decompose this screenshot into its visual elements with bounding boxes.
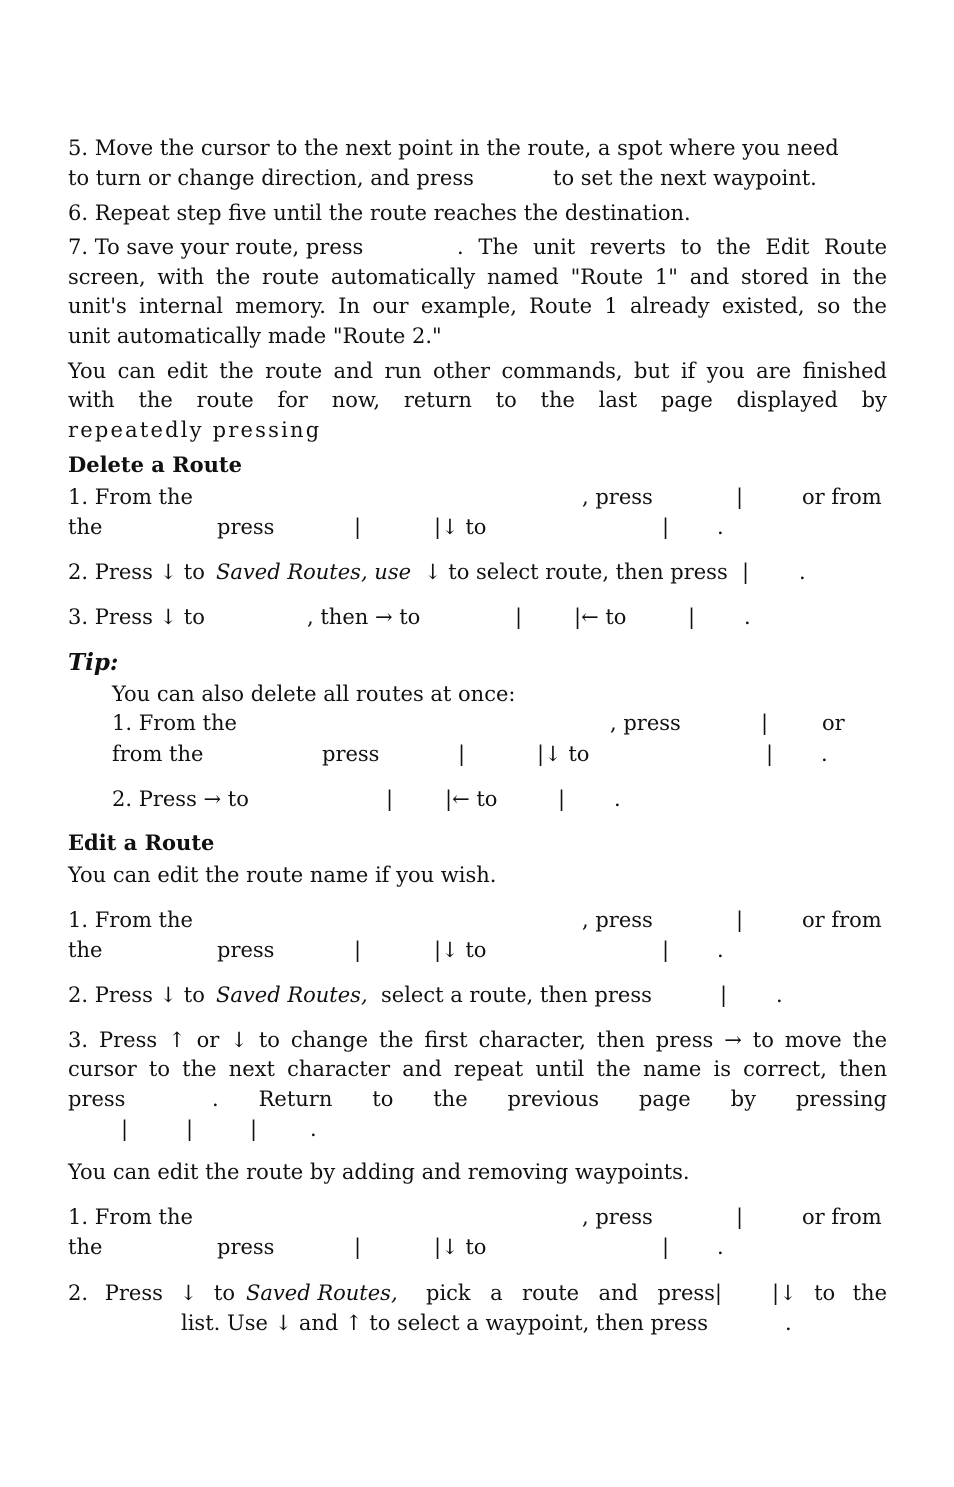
tip-intro: You can also delete all routes at once:: [112, 682, 516, 706]
tip-s1-bar2: |: [458, 742, 466, 766]
tip-label: Tip:: [68, 649, 119, 676]
edit-s1-bar1: |: [736, 908, 744, 932]
edit-s3-bar1: |: [121, 1117, 129, 1141]
del-s2-saved: Saved Routes, use: [216, 560, 412, 584]
del-s1-press: , press: [582, 485, 653, 509]
edit-s2-saved: Saved Routes,: [216, 983, 368, 1007]
edit-s1-bar3: |: [662, 938, 670, 962]
edit-s4-bar3: |: [662, 1235, 670, 1259]
edit-s5-b: pick a route and press|: [426, 1281, 722, 1305]
edit-s3-bar2: |: [186, 1117, 194, 1141]
step6: 6. Repeat step five until the route reaches the destination.: [68, 201, 691, 225]
edit-s2-bar: |: [720, 983, 728, 1007]
edit-intro2: You can edit the route by adding and removing waypoints.: [68, 1160, 690, 1184]
edit-s3-line3-press: press: [68, 1087, 126, 1111]
edit-s3-line3-rest: . Return to the previous page by pressing: [212, 1087, 887, 1111]
edit-s4-or-from: or from: [802, 1205, 882, 1229]
edit-s2-b: select a route, then press: [381, 983, 652, 1007]
edit-s4-press: , press: [582, 1205, 653, 1229]
tip-s2-period: .: [614, 787, 621, 811]
del-s1-down-to: |↓ to: [434, 515, 487, 539]
tip-s1-from-the: 1. From the: [112, 711, 237, 735]
del-s3-c: |← to: [574, 605, 627, 629]
edit-s1-period: .: [717, 938, 724, 962]
tip-s1-bar1: |: [761, 711, 769, 735]
edit-s4-from-the: 1. From the: [68, 1205, 193, 1229]
edit-s5-saved: Saved Routes,: [246, 1281, 398, 1305]
tip-s1-period: .: [821, 742, 828, 766]
edit-s4-press2: press: [217, 1235, 275, 1259]
edit-s1-press: , press: [582, 908, 653, 932]
del-s3-a: 3. Press ↓ to: [68, 605, 205, 629]
del-s3-bar1: |: [515, 605, 523, 629]
step5-line2a: to turn or change direction, and press: [68, 166, 474, 190]
edit-s4-bar2: |: [354, 1235, 362, 1259]
del-s1-period: .: [717, 515, 724, 539]
del-s2-b: ↓ to select route, then press: [424, 560, 728, 584]
edit-s5-c: |↓ to the: [772, 1281, 887, 1305]
del-s3-bar2: |: [688, 605, 696, 629]
edit-s1-from-the: 1. From the: [68, 908, 193, 932]
tip-s2-a: 2. Press → to: [112, 787, 249, 811]
tip-s1-down-to: |↓ to: [537, 742, 590, 766]
step7-line2: screen, with the route automatically named "Route 1" and stored in the: [68, 265, 887, 289]
edit-s5-a: 2. Press ↓ to: [68, 1281, 235, 1305]
edit-s2-a: 2. Press ↓ to: [68, 983, 205, 1007]
edit-s4-bar1: |: [736, 1205, 744, 1229]
del-s1-the: the: [68, 515, 103, 539]
edit-s4-the: the: [68, 1235, 103, 1259]
edit-s2-period: .: [776, 983, 783, 1007]
edit-s1-bar2: |: [354, 938, 362, 962]
step5-line2b: to set the next waypoint.: [553, 166, 817, 190]
del-s3-b: , then → to: [307, 605, 421, 629]
step7-line3: unit's internal memory. In our example, Route 1 already existed, so the: [68, 294, 887, 318]
del-s1-bar2: |: [354, 515, 362, 539]
tip-s1-from-the2: from the: [112, 742, 204, 766]
del-s1-or-from: or from: [802, 485, 882, 509]
del-s2-a: 2. Press ↓ to: [68, 560, 205, 584]
edit-s3-line2: cursor to the next character and repeat until the name is correct, then: [68, 1057, 887, 1081]
del-s1-from-the: 1. From the: [68, 485, 193, 509]
tip-s1-press: , press: [610, 711, 681, 735]
del-s1-press2: press: [217, 515, 275, 539]
edit-s4-down-to: |↓ to: [434, 1235, 487, 1259]
edit-s3-bar3: |: [250, 1117, 258, 1141]
edit-s5-line2: list. Use ↓ and ↑ to select a waypoint, then press: [181, 1311, 708, 1335]
note-line3: repeatedly pressing: [68, 418, 322, 442]
tip-s1-bar3: |: [766, 742, 774, 766]
step5-line1: 5. Move the cursor to the next point in the route, a spot where you need: [68, 136, 839, 160]
note-line2: with the route for now, return to the last page displayed by: [68, 388, 887, 412]
tip-s2-b: |← to: [445, 787, 498, 811]
edit-s3-line1: 3. Press ↑ or ↓ to change the first character, then press → to move the: [68, 1028, 887, 1052]
del-s1-bar1: |: [736, 485, 744, 509]
edit-s1-the: the: [68, 938, 103, 962]
note-line1: You can edit the route and run other commands, but if you are finished: [68, 359, 887, 383]
edit-s3-period: .: [310, 1117, 317, 1141]
step7-line1a: 7. To save your route, press: [68, 235, 364, 259]
tip-s2-bar2: |: [558, 787, 566, 811]
edit-s1-press2: press: [217, 938, 275, 962]
del-s1-bar3: |: [662, 515, 670, 539]
edit-s4-period: .: [717, 1235, 724, 1259]
step7-line4: unit automatically made "Route 2.": [68, 324, 442, 348]
tip-s2-bar1: |: [386, 787, 394, 811]
edit-s1-or-from: or from: [802, 908, 882, 932]
edit-intro: You can edit the route name if you wish.: [68, 863, 497, 887]
edit-s1-down-to: |↓ to: [434, 938, 487, 962]
step7-line1b: . The unit reverts to the Edit Route: [457, 235, 887, 259]
heading-edit-route: Edit a Route: [68, 830, 215, 855]
tip-s1-or: or: [822, 711, 845, 735]
del-s2-bar: |: [742, 560, 750, 584]
del-s3-period: .: [744, 605, 751, 629]
del-s2-period: .: [799, 560, 806, 584]
tip-s1-press2: press: [322, 742, 380, 766]
heading-delete-route: Delete a Route: [68, 452, 242, 477]
edit-s5-period: .: [785, 1311, 792, 1335]
